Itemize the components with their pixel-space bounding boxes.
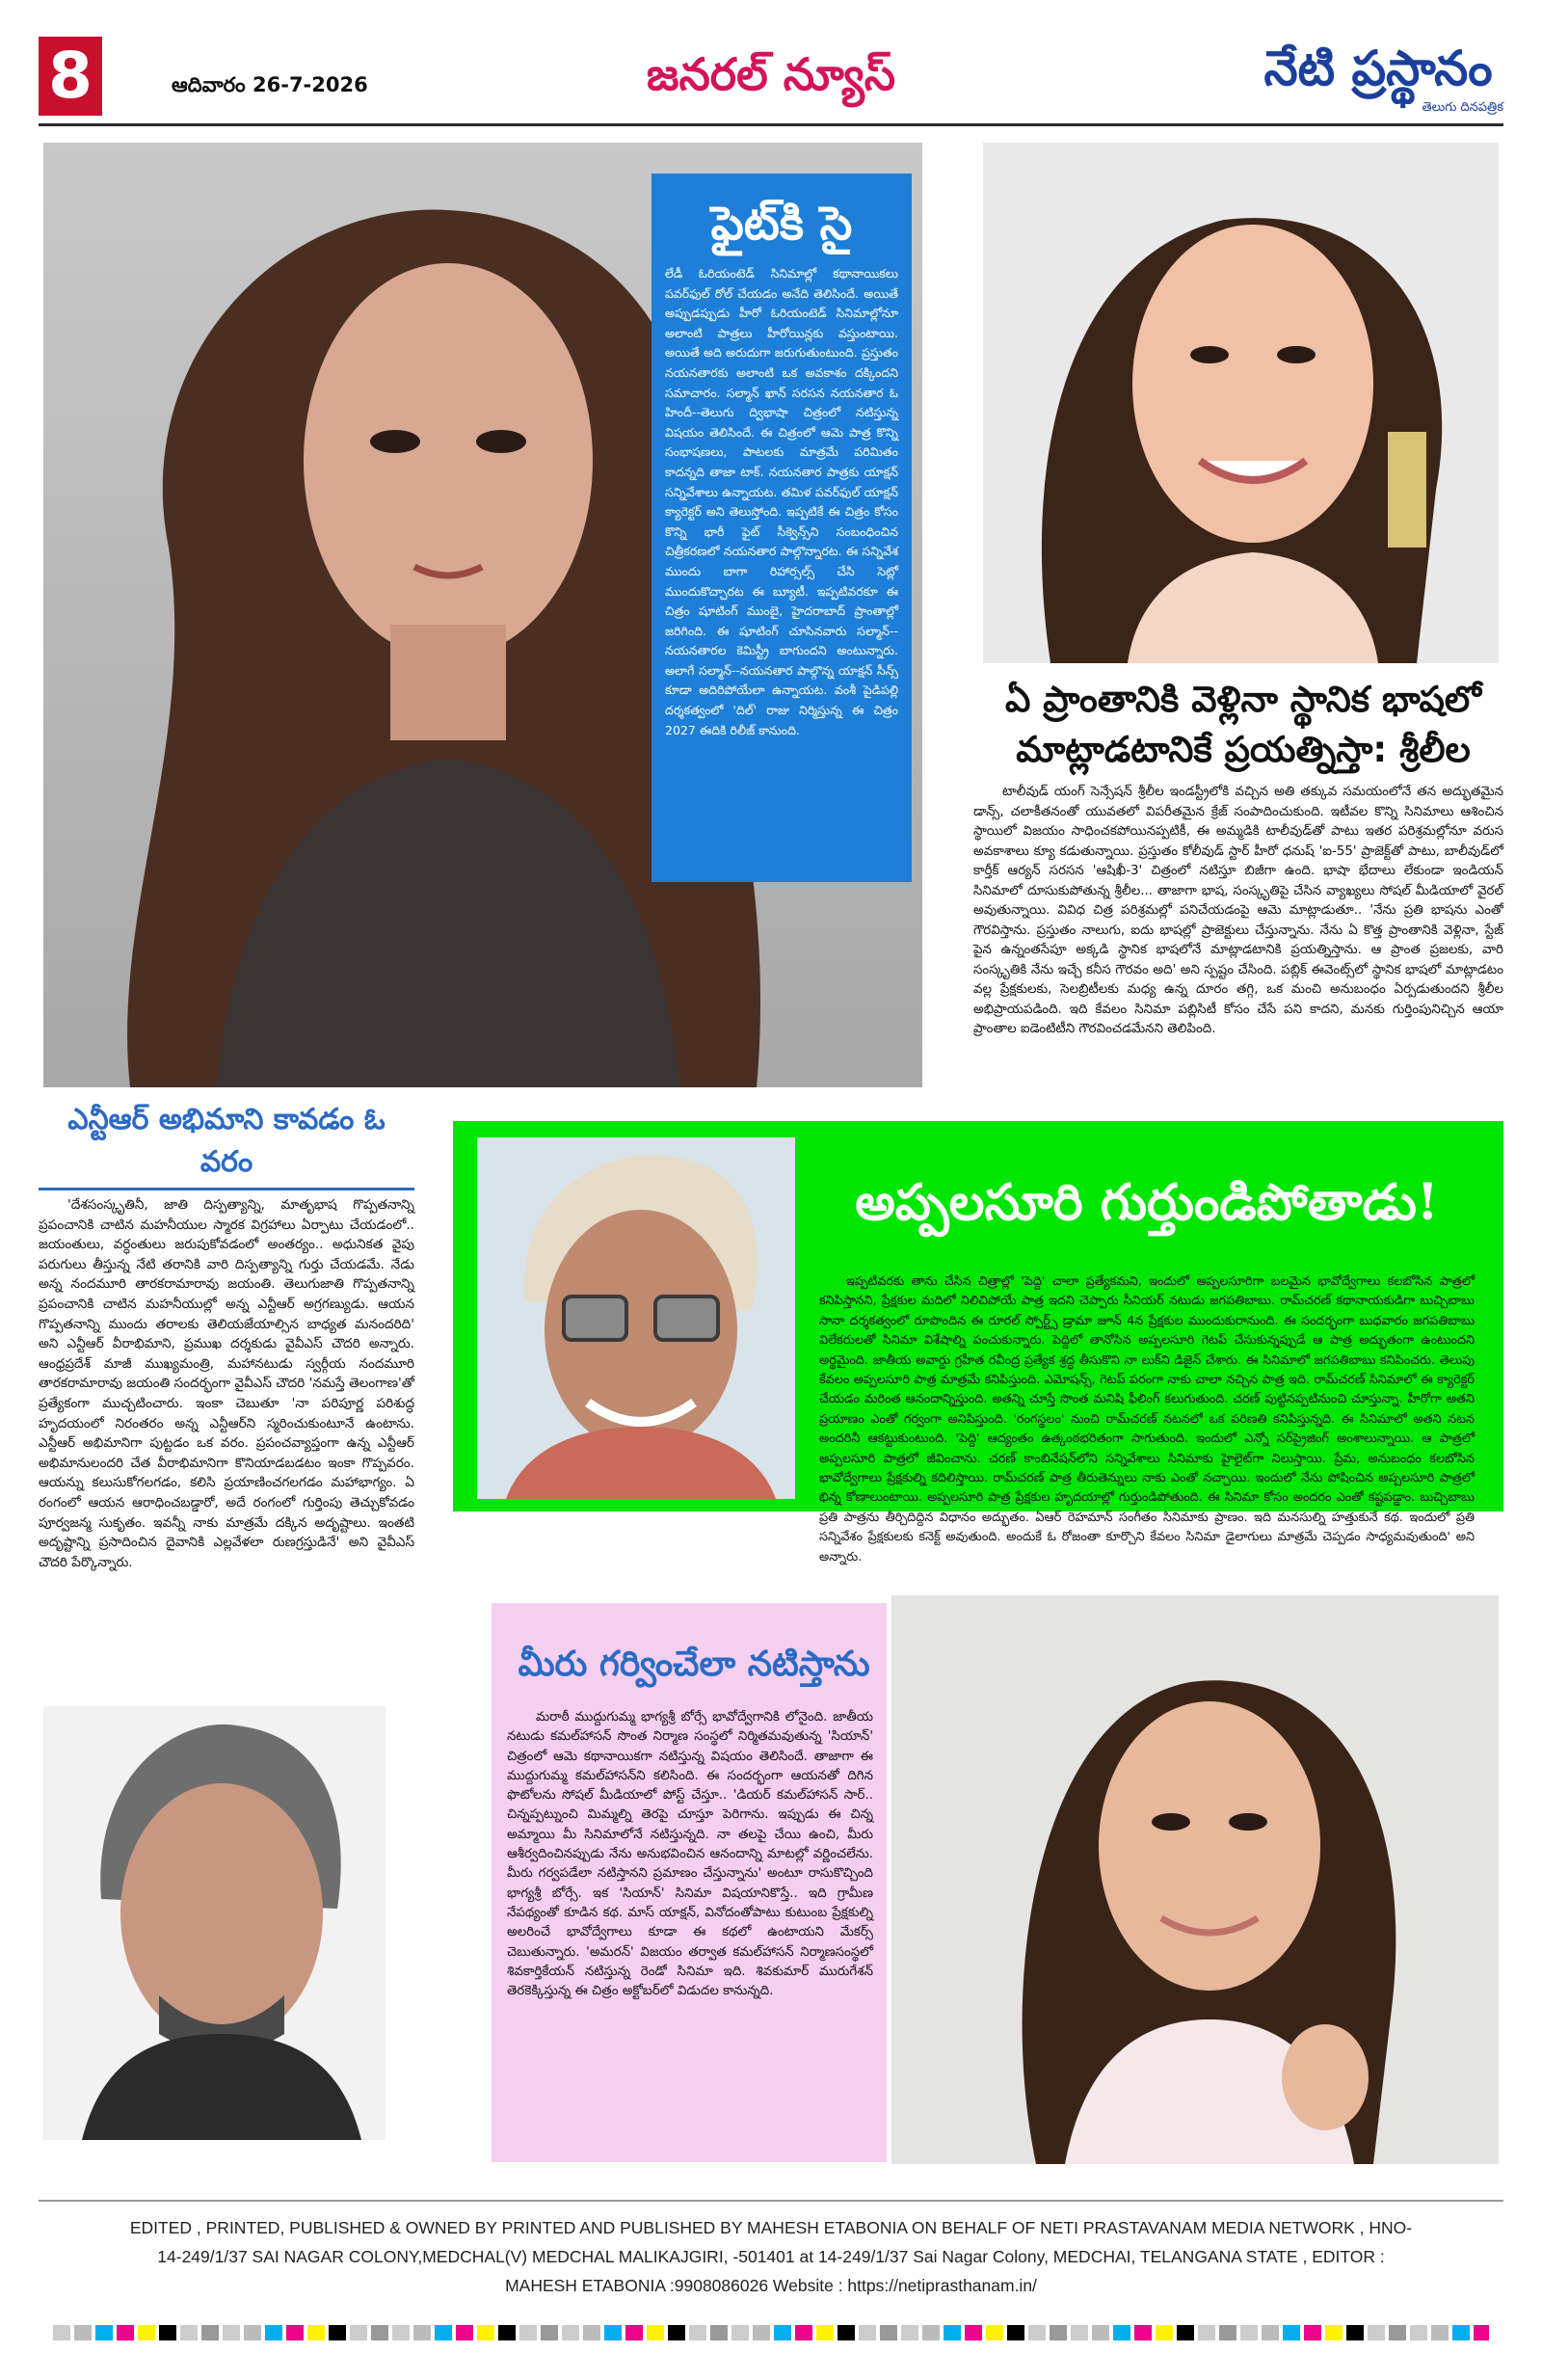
yvs-chowdary-photo [43,1706,386,2140]
color-swatch [901,2325,918,2340]
color-swatch [413,2325,431,2340]
color-swatch [647,2325,664,2340]
masthead-subtitle: తెలుగు దినపత్రిక [1422,100,1503,115]
jagapathi-headline: అప్పలసూరి గుర్తుండిపోతాడు! [855,1173,1439,1232]
color-swatch [1156,2325,1173,2340]
jagapathi-babu-photo [477,1137,795,1499]
color-swatch [1071,2325,1088,2340]
color-swatch [1346,2325,1364,2340]
bhagyashri-photo [891,1595,1499,2164]
color-swatch [541,2325,558,2340]
color-swatch [1028,2325,1046,2340]
nayanthara-story-box [651,174,912,882]
color-swatch [1283,2325,1300,2340]
nayanthara-headline: ఫైట్‌కి సై [710,197,853,251]
footer-divider [39,2200,1503,2202]
color-swatch [880,2325,897,2340]
color-swatch [859,2325,876,2340]
color-swatch [201,2325,219,2340]
imprint-line-2: 14-249/1/37 SAI NAGAR COLONY,MEDCHAL(V) MEDCHAL MALIKAJGIRI, -501401 at 14-249/1/37 Sai Nagar Colony, MEDCHAI, TELANGANA STATE , EDITOR : [157,2247,1385,2266]
color-swatch [329,2325,346,2340]
color-swatch [1134,2325,1152,2340]
color-swatch [1113,2325,1130,2340]
color-swatch [117,2325,134,2340]
color-swatch [625,2325,643,2340]
color-swatch [731,2325,749,2340]
color-swatch [371,2325,388,2340]
color-swatch [986,2325,1003,2340]
color-swatch [223,2325,240,2340]
color-swatch [1304,2325,1321,2340]
imprint-line [58,2213,1484,2300]
imprint-line-3: MAHESH ETABONIA :9908086026 Website : https://netiprasthanam.in/ [505,2276,1037,2295]
color-swatch [1177,2325,1194,2340]
color-swatch [74,2325,92,2340]
color-swatch [138,2325,155,2340]
color-swatch [477,2325,494,2340]
sreeleela-body: టాలీవుడ్ యంగ్ సెన్సేషన్ శ్రీలీల ఇండస్ట్రీలోకి వచ్చిన అతి తక్కువ సమయంలోనే తన అద్భుతమైన డాన్స్, చలాకీతనంతో యువతలో విపరీతమైన క్రేజ్ సంపాదించుకుంది. ఇటీవల కొన్ని సినిమాలు ఆశించిన స్థాయిలో విజయం సాధించకపోయినప్పటికీ, ఈ అమ్మడికి టాలీవుడ్‌తో పాటు ఇతర పరిశ్రమల్లోనూ వరుస అవకాశాలు క్యూ కడుతున్నాయి. ప్రస్తుతం కోలీవుడ్ స్టార్ హీరో ధనుష్ 'ఐ-55' ప్రాజెక్ట్‌తో పాటు, బాలీవుడ్‌లో కార్తీక్ ఆర్యన్ సరసన 'ఆషిఖీ-3' చిత్రంలో నటిస్తూ బిజీగా ఉంది. భాషా భేదాలు లేకుండా ఇండియన్ సినిమాలో దూసుకుపోతున్న శ్రీలీల... తాజాగా భాష, సంస్కృతిపై చేసిన వ్యాఖ్యలు సోషల్ మీడియాలో వైరల్ అవుతున్నాయి. వివిధ చిత్ర పరిశ్రమల్లో పనిచేయడంపై ఆమె మాట్లాడుతూ.. 'నేను ప్రతి భాషను ఎంతో గౌరవిస్తాను. ప్రస్తుతం నాలుగు, ఐదు భాషల్లో ప్రాజెక్టులు చేస్తున్నాను. నేను ఏ కొత్త ప్రాంతానికి వెళ్లినా, స్టేజ్ పైన ఉన్నంతసేపూ అక్కడి స్థానిక భాషలోనే మాట్లాడటానికి ప్రయత్నిస్తాను. ఆ ప్రాంత ప్రజలకు, వారి సంస్కృతికి నేను ఇచ్చే కనీస గౌరవం అది' అని స్పష్టం చేసింది. పబ్లిక్ ఈవెంట్స్‌లో స్థానిక భాషలో మాట్లాడటం వల్ల ప్రేక్షకులకు, సెలబ్రిటీలకు మధ్య ఉన్న దూరం తగ్గి, ఒక మంచి అనుబంధం ఏర్పడుతుందని శ్రీలీల అభిప్రాయపడింది. ఇది కేవలం సినిమా పబ్లిసిటీ కోసం చేసే పని కాదని, మనకు గుర్తింపునిచ్చిన ఆయా ప్రాంతాల ఐడెంటిటీని గౌరవించడమేనని తెలిపింది. [973,785,1503,1036]
color-swatch [519,2325,537,2340]
masthead-logo: నేటి ప్రస్థానం [1263,40,1493,96]
color-swatch [1325,2325,1343,2340]
color-swatch [668,2325,685,2340]
color-swatch [307,2325,325,2340]
color-swatch [583,2325,600,2340]
color-swatch [350,2325,367,2340]
color-swatch [1240,2325,1258,2340]
color-swatch [710,2325,728,2340]
color-swatch [180,2325,198,2340]
issue-date: ఆదివారం 26-7-2026 [172,73,368,96]
color-swatch [159,2325,176,2340]
color-swatch [498,2325,516,2340]
color-swatch [1219,2325,1236,2340]
color-swatch [604,2325,622,2340]
color-swatch [689,2325,706,2340]
color-swatch [1007,2325,1024,2340]
color-swatch [265,2325,282,2340]
color-swatch [753,2325,770,2340]
section-title: జనరల్ న్యూస్ [646,48,896,100]
color-swatch [1410,2325,1427,2340]
print-color-registration-bar [53,2325,1489,2340]
bhagyashri-headline: మీరు గర్వించేలా నటిస్తాను [518,1645,870,1684]
nayanthara-body: లేడీ ఓరియంటెడ్ సినిమాల్లో కథానాయికలు పవర్‌ఫుల్ రోల్ చేయడం అనేది తెలిసిందే. అయితే అప్పుడప్పుడు హీరో ఓరియంటెడ్ సినిమాల్లోనూ అలాంటి పాత్రలు హీరోయిన్లకు వస్తుంటాయి. అయితే అది అరుదుగా జరుగుతుంటుంది. ప్రస్తుతం నయనతారకు అలాంటి ఒక అవకాశం దక్కిందని సమాచారం. సల్మాన్ ఖాన్ సరసన నయనతార ఓ హిందీ--తెలుగు ద్విభాషా చిత్రంలో నటిస్తున్న విషయం తెలిసిందే. ఈ చిత్రంలో ఆమె పాత్ర కొన్ని సంభాషణలు, పాటలకు మాత్రమే పరిమితం కాదన్నది తాజా టాక్. నయనతార పాత్రకు యాక్షన్ సన్నివేశాలు ఉన్నాయట. తమిళ పవర్‌ఫుల్ యాక్షన్ క్యారెక్టర్ అని తెలుస్తోంది. ఇప్పటికే ఈ చిత్రం కోసం కొన్ని భారీ ఫైట్ సీక్వెన్స్‌ని సంబంధించిన చిత్రీకరణలో నయనతార పాల్గొన్నారట. ఈ సన్నివేశ ముందు బాగా రిహార్సల్స్ చేసి సెట్లో ముందుకొచ్చారట ఈ బ్యూటీ. ఇప్పటివరకూ ఈ చిత్రం షూటింగ్ ముంబై, హైదరాబాద్ ప్రాంతాల్లో జరిగింది. ఈ షూటింగ్ చూసినవారు సల్మాన్--నయనతారల కెమిస్ట్రీ బాగుందని అంటున్నారు. అలాగే సల్మాన్--నయనతార పాల్గొన్న యాక్షన్ సీన్స్ కూడా అదిరిపోయేలా ఉన్నాయట. వంశీ పైడిపల్లి దర్శకత్వంలో 'దిల్' రాజు నిర్మిస్తున్న ఈ చిత్రం 2027 ఈదికి రిలీజ్ కానుంది. [665,266,898,737]
sreeleela-headline: ఏ ప్రాంతానికి వెళ్లినా స్థానిక భాషలో మాట్లాడటానికే ప్రయత్నిస్తా: శ్రీలీల [1005,679,1481,770]
color-swatch [1198,2325,1215,2340]
color-swatch [965,2325,982,2340]
color-swatch [922,2325,940,2340]
bhagyashri-body: మరాఠీ ముద్దుగుమ్మ భాగ్యశ్రీ బోర్సే భావోద్వేగానికి లోనైంది. జాతీయ నటుడు కమల్‌హాసన్ సొంత నిర్మాణ సంస్థలో నిర్మితమవుతున్న 'సియాన్' చిత్రంలో ఆమె కథానాయికగా నటిస్తున్న విషయం తెలిసిందే. తాజాగా ఈ ముద్దుగుమ్మ కమల్‌హాసన్‌ని కలిసింది. ఈ సందర్భంగా ఆయనతో దిగిన ఫొటోలను సోషల్ మీడియాలో పోస్ట్ చేస్తూ.. 'డియర్ కమల్‌హాసన్ సార్.. చిన్నప్పట్నుంచి మిమ్మల్ని తెరపై చూస్తూ పెరిగాను. ఇప్పుడు ఈ చిన్న అమ్మాయి మీ సినిమాలోనే నటిస్తున్నది. నా తలపై చేయి ఉంచి, మీరు ఆశీర్వదించినప్పుడు నేను అనుభవించిన ఆనందాన్ని మాటల్లో వర్ణించలేను. మీరు గర్వపడేలా నటిస్తానని ప్రమాణం చేస్తున్నాను' అంటూ రాసుకొచ్చింది భాగ్యశ్రీ బోర్సే. ఇక 'సియాన్' సినిమా విషయానికొస్తే.. ఇది గ్రామీణ నేపథ్యంతో కూడిన కథ. మాస్ యాక్షన్, వినోదంతోపాటు కుటుంబ ప్రేక్షకుల్ని అలరించే భావోద్వేగాలు కూడా ఈ కథలో ఉంటాయని మేకర్స్ చెబుతున్నారు. 'అమరన్' విజయం తర్వాత కమల్‌హాసన్ నిర్మాణసంస్థలో శివకార్తికేయన్ నటిస్తున్న రెండో సినిమా ఇది. శివకుమార్ మురుగేశన్ తెరకెక్కిస్తున్న ఈ చిత్రం అక్టోబర్‌లో విడుదల కానున్నది. [507,1710,873,1999]
color-swatch [816,2325,834,2340]
color-swatch [1262,2325,1279,2340]
color-swatch [1389,2325,1406,2340]
color-swatch [944,2325,961,2340]
color-swatch [435,2325,452,2340]
color-swatch [774,2325,791,2340]
sreeleela-photo [983,143,1499,663]
color-swatch [562,2325,579,2340]
jagapathi-body: ఇప్పటివరకు తాను చేసిన చిత్రాల్లో 'పెద్ది' చాలా ప్రత్యేకమని, ఇందులో అప్పలసూరిగా బలమైన భావోద్వేగాలు కలబోసిన పాత్రలో కనిపిస్తానని, ప్రేక్షకుల మదిలో నిలిచిపోయే పాత్ర ఇదని చెప్పారు సీనియర్ నటుడు జగపతిబాబు. రామ్‌చరణ్ కథానాయకుడిగా బుచ్చిబాబు సానా దర్శకత్వంలో రూపొందిన ఈ రూరల్ స్పోర్ట్స్ డ్రామా జూన్ 4న ప్రేక్షకుల ముందుకురానుంది. ఈ సందర్భంగా బుధవారం జగపతిబాబు విలేకరులతో సినిమా విశేషాల్ని పంచుకున్నారు. పెద్దిలో తానోసిన అప్పలసూరి గెటప్ చేసుకున్నప్పుడే ఆ పాత్ర అద్భుతంగా ఉంటుందని అర్థమైంది. జాతీయ అవార్డు గ్రహీత రవీంద్ర ప్రత్యేక శ్రద్ధ తీసుకొని నా లుక్‌ని డిజైన్ చేశారు. ఈ సినిమాలో జగపతిబాబు కనిపించరు. తెలుపు కేవలం అప్పలసూరి పాత్ర మాత్రమే కనిపిస్తుంది. ఎమోషన్స్, గెటప్ పరంగా నాకు చాలా నచ్చిన పాత్ర ఇది. రామ్‌చరణ్ సినిమాలో ఈ క్యారెక్టర్ చేయడం మరింత ఆనందాన్నిస్తుంది. అతన్ని చూస్తే సొంత మనిషి ఫీలింగ్ కలుగుతుంది. చరణ్ పుట్టినప్పటినుంచి చూస్తున్నా. హీరోగా అతని ప్రయాణం ఎంతో గర్వంగా అనిపిస్తుంది. 'రంగస్థలం' నుంచి రామ్‌చరణ్ నటనలో ఒక పరిణతి కనిపిస్తున్నది. ఈ సినిమాలో అతని నటన అందరినీ ఆకట్టుకుంటుంది. 'పెద్ది' ఆద్యంతం ఉత్కంఠభరితంగా సాగుతుంది. ఇందులో ఎన్నో సర్‌ప్రైజింగ్ అంశాలున్నాయి. ఆ పాత్రలో అప్పలసూరి పాత్రలో జీవించాను. చరణ్ కాంబినేషన్‌లోని సన్నివేశాలు సినిమాకు హైలైట్‌గా నిలుస్తాయి. ప్రేమ, అనుబంధం కలబోసిన భావోద్వేగాలు ప్రేక్షకుల్ని కదిలిస్తాయి. రామ్‌చరణ్ పాత్ర తీరుతెన్నులు నాకు ఎంతో నచ్చాయి. ఇందులో నేను పోషించిన అప్పలసూరి పాత్రలో భిన్న కోణాలుంటాయి. అప్పలసూరి పాత్ర ప్రేక్షకుల హృదయాల్లో గుర్తుండిపోతుంది. ఈ సినిమా కోసం అందరం ఎంతో కష్టపడ్డాం. బుచ్చిబాబు ప్రతి పాత్రను తీర్చిదిద్దిన విధానం అద్భుతం. ఏఆర్ రెహమాన్ సంగీతం సినిమాకు ప్రాణం. ఇది మనసుల్ని హత్తుకునే కథ. ఇందులో ప్రతి సన్నివేశం ప్రేక్షకులకు కనెక్ట్ అవుతుంది. అందుకే ఓ రోజంతా కూర్చొని కేవలం సినిమా డైలాగులు మాత్రమే చెప్పడం సాధ్యమవుతుంది' అని అన్నారు. [819,1274,1475,1564]
page-number: 8 [39,37,102,116]
color-swatch [1368,2325,1385,2340]
color-swatch [244,2325,261,2340]
color-swatch [456,2325,473,2340]
color-swatch [95,2325,113,2340]
color-swatch [286,2325,304,2340]
header-divider [39,123,1503,126]
color-swatch [1452,2325,1470,2340]
color-swatch [392,2325,410,2340]
imprint-line-1: EDITED , PRINTED, PUBLISHED & OWNED BY PRINTED AND PUBLISHED BY MAHESH ETABONIA ON BEHALF OF NETI PRASTAVANAM MEDIA NETWORK , HNO- [129,2218,1413,2237]
color-swatch [1092,2325,1109,2340]
color-swatch [1474,2325,1489,2340]
color-swatch [795,2325,812,2340]
ntr-headline: ఎన్టీఆర్ అభిమాని కావడం ఓ వరం [39,1099,414,1190]
color-swatch [1431,2325,1449,2340]
color-swatch [837,2325,855,2340]
color-swatch [53,2325,70,2340]
color-swatch [1050,2325,1067,2340]
ntr-body: 'దేశసంస్కృతినీ, జాతి దిస్పత్యాన్ని, మాతృభాష గొప్పతనాన్ని ప్రపంచానికి చాటిన మహనీయుల స్మారక విగ్రహాలు ఏర్పాటు చేయడంలో.. జయంతులు, వర్ధంతులు జరుపుకోవడంలో అంతర్యం.. అధునికత వైపు పరుగులు తీస్తున్న నేటి తరానికి వారి దిస్పత్యాన్ని గుర్తు చేయడమే. నేడు అన్న నందమూరి తారకరామారావు జయంతి. తెలుగుజాతి గొప్పతనాన్ని ప్రపంచానికి చాటిన మహనీయుల్లో అన్న ఎన్టీఆర్ అగ్రగణ్యుడు. ఆయన గొప్పతనాన్ని ముందు తరాలకు తెలియజేయాల్సిన బాధ్యత మనందరిది' అని ఎన్టీఆర్ వీరాభిమాని, ప్రముఖ దర్శకుడు వైవీఎస్ చౌదరి అన్నారు. ఆంధ్రప్రదేశ్ మాజీ ముఖ్యమంత్రి, మహానటుడు స్వర్గీయ నందమూరి తారకరామారావు జయంతి సందర్భంగా వైవీఎస్ చౌదరి 'నమస్తే తెలంగాణ'తో ప్రత్యేకంగా ముచ్చటించారు. ఇంకా చెబుతూ 'నా పరిపూర్ణ పరిశుద్ధ హృదయంలో నిరంతరం అన్న ఎన్టీఆర్‌ని స్మరించుకుంటూనే ఉంటాను. ఎన్టీఆర్ అభిమానిగా పుట్టడం ఒక వరం. ప్రపంచవ్యాప్తంగా ఉన్న ఎన్టీఆర్ అభిమానులందరి చేత వీరాభిమానిగా కొనియాడబడటం ఇంకా గొప్పవరం. ఆయన్ను కలుసుకోగలగడం, కలిసి ప్రయాణించగలగడం మహాభాగ్యం. ఏ రంగంలో ఆయన ఆరాధించబడ్డారో, అదే రంగంలో గుర్తింపు తెచ్చుకోవడం పూర్వజన్మ సుకృతం. ఇవన్నీ నాకు మాత్రమే దక్కిన అదృష్టాలు. ఇంతటి అదృష్టాన్ని ప్రసాదించిన దైవానికి ఎల్లవేళలా రుణగ్రస్తుడినే' అని వైవీఎస్ చౌదరి పేర్కొన్నారు. [39,1197,414,1570]
